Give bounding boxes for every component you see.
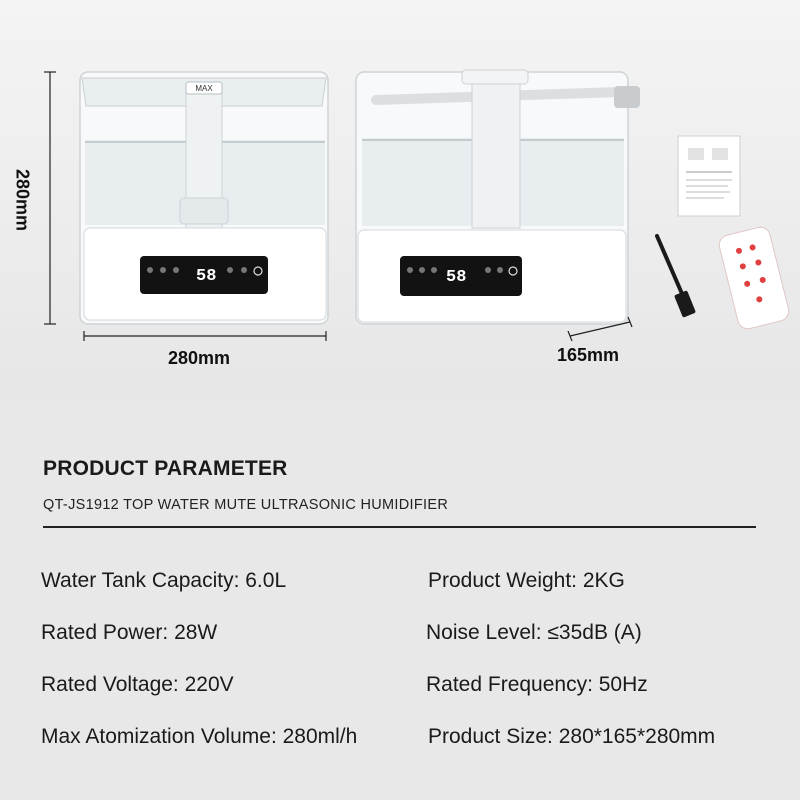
- humidifier-side-view: [356, 70, 640, 324]
- spec-title: PRODUCT PARAMETER: [43, 457, 288, 480]
- param-max-atomization-volume: Max Atomization Volume: 280ml/h: [41, 725, 358, 748]
- cleaning-brush: [657, 236, 696, 318]
- divider: [43, 526, 756, 528]
- width-label: 280mm: [168, 348, 231, 368]
- height-dimension: [0, 160, 40, 240]
- display-reading-front: 58: [196, 267, 217, 286]
- spec-subtitle: QT-JS1912 TOP WATER MUTE ULTRASONIC HUMIDIFIER: [43, 497, 449, 513]
- max-mark: MAX: [195, 84, 213, 93]
- instruction-manual: [678, 136, 740, 216]
- param-rated-power: Rated Power: 28W: [41, 621, 218, 644]
- param-product-weight: Product Weight: 2KG: [428, 569, 625, 592]
- param-rated-frequency: Rated Frequency: 50Hz: [426, 673, 648, 696]
- param-noise-level: Noise Level: ≤35dB (A): [426, 621, 642, 644]
- humidifier-front-view: [80, 72, 328, 324]
- remote-control: [717, 225, 791, 331]
- param-rated-voltage: Rated Voltage: 220V: [41, 673, 234, 696]
- height-label: 280mm: [12, 168, 33, 232]
- param-product-size: Product Size: 280*165*280mm: [428, 725, 716, 748]
- display-reading-side: 58: [446, 268, 467, 287]
- depth-label: 165mm: [557, 345, 620, 365]
- param-water-tank-capacity: Water Tank Capacity: 6.0L: [41, 569, 287, 592]
- product-parameter-section: [0, 400, 800, 800]
